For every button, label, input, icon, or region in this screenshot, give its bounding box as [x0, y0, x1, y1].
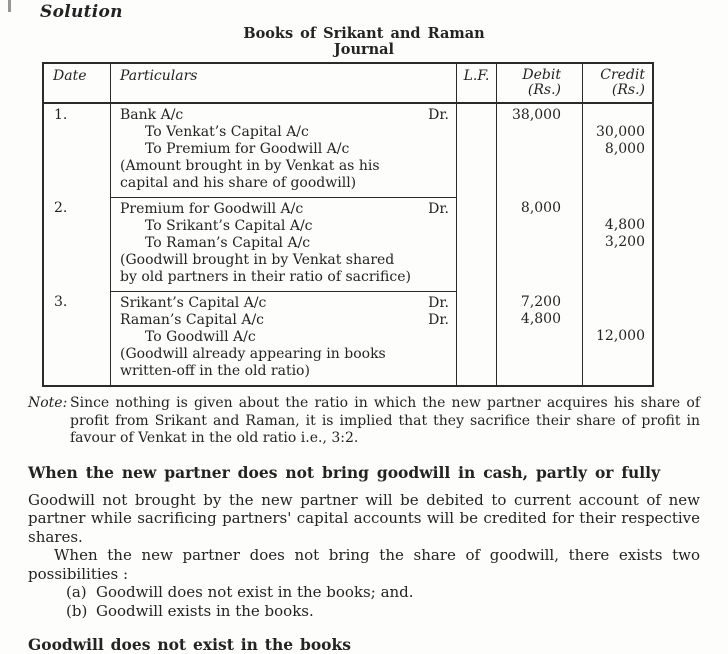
account-text: To Premium for Goodwill A/c [145, 141, 350, 157]
journal-header-lf: L.F. [457, 64, 497, 102]
account-text: Bank A/c [120, 107, 184, 123]
account-text: by old partners in their ratio of sacrifice) [120, 269, 411, 285]
debit-amount: 8,000 [520, 200, 561, 216]
dr-label: Dr. [428, 201, 449, 217]
entry-date: 1. [44, 104, 111, 197]
journal-subtitle: Journal [333, 41, 395, 58]
entry-lf [457, 291, 497, 385]
entry-particulars [111, 104, 457, 197]
entry-particulars [111, 197, 457, 291]
section-heading-goodwill-not-exist: Goodwill does not exist in the books [28, 635, 351, 654]
debit-amount: 4,800 [520, 311, 561, 327]
debit-amount [497, 268, 582, 285]
entry-date: 2. [44, 197, 111, 291]
possibilities-list [66, 583, 700, 621]
particulars-line [111, 107, 456, 124]
particulars-line [111, 269, 456, 286]
account-text: Raman’s Capital A/c [120, 312, 264, 328]
credit-amount [583, 294, 652, 311]
credit-amount [583, 268, 652, 285]
debit-amount [497, 345, 582, 362]
debit-amount [497, 175, 582, 192]
list-item-text: Goodwill exists in the books. [96, 602, 314, 620]
particulars-line [111, 235, 456, 252]
list-item-text: Goodwill does not exist in the books; and. [96, 583, 414, 601]
account-text: To Goodwill A/c [145, 329, 256, 345]
credit-amount: 12,000 [596, 328, 645, 344]
particulars-line [111, 329, 456, 346]
particulars-line [111, 312, 456, 329]
entry-credit [583, 291, 652, 385]
entry-debit [497, 104, 583, 197]
account-text: To Srikant’s Capital A/c [145, 218, 313, 234]
debit-amount [497, 362, 582, 379]
journal-entry-row [44, 104, 652, 197]
particulars-line [111, 158, 456, 175]
credit-amount [583, 107, 652, 124]
debit-amount: 38,000 [512, 107, 561, 123]
account-text: To Venkat’s Capital A/c [145, 124, 309, 140]
paragraph-two-possibilities: When the new partner does not bring the share of goodwill, there exists two possibilities : [28, 546, 700, 583]
credit-amount [583, 158, 652, 175]
account-text: (Amount brought in by Venkat as his [120, 158, 380, 174]
particulars-line [111, 218, 456, 235]
credit-amount [583, 200, 652, 217]
journal-header-date: Date [44, 64, 111, 102]
scan-artifact [8, 0, 11, 12]
journal-entry-row [44, 197, 652, 291]
entry-credit [583, 197, 652, 291]
account-text: (Goodwill brought in by Venkat shared [120, 252, 395, 268]
debit-amount [497, 328, 582, 345]
solution-heading: Solution [40, 2, 123, 22]
credit-amount: 8,000 [604, 141, 645, 157]
journal-body [44, 104, 652, 385]
list-item [66, 583, 700, 602]
entry-lf [457, 104, 497, 197]
particulars-line [111, 124, 456, 141]
credit-amount [583, 175, 652, 192]
credit-amount: 30,000 [596, 124, 645, 140]
particulars-line [111, 175, 456, 192]
debit-amount [497, 217, 582, 234]
credit-amount: 3,200 [604, 234, 645, 250]
note-block [28, 395, 700, 448]
account-text: To Raman’s Capital A/c [145, 235, 311, 251]
credit-amount: 4,800 [604, 217, 645, 233]
list-item [66, 602, 700, 621]
account-text: written-off in the old ratio) [120, 363, 310, 379]
book-title: Books of Srikant and Raman [243, 25, 485, 42]
debit-amount [497, 141, 582, 158]
account-text: Srikant’s Capital A/c [120, 295, 267, 311]
paragraph-goodwill-not-brought: Goodwill not brought by the new partner will be debited to current account of new partner while sacrificing partners' capital accounts will be credited for their respective shares. [28, 490, 700, 546]
debit-amount [497, 234, 582, 251]
list-item-label: (a) [66, 583, 87, 601]
account-text: capital and his share of goodwill) [120, 175, 357, 191]
journal-header-credit: Credit (Rs.) [600, 67, 645, 98]
journal-header-debit: Debit (Rs.) [497, 64, 583, 102]
particulars-line [111, 201, 456, 218]
note-text: Since nothing is given about the ratio in which the new partner acquires his share of profit from Srikant and Raman, it is implied that they sacrifice their share of profit in favour of Venkat in the old ratio i.e., 3:2. [70, 395, 700, 446]
journal-entry-row [44, 291, 652, 385]
credit-amount [583, 251, 652, 268]
journal-table [42, 62, 654, 387]
entry-lf [457, 197, 497, 291]
table-title-block [28, 26, 700, 58]
note-label: Note: [28, 395, 68, 411]
particulars-line [111, 346, 456, 363]
journal-header-row [44, 64, 652, 104]
section-heading-goodwill-not-in-cash: When the new partner does not bring goodwill in cash, partly or fully [28, 462, 661, 482]
particulars-line [111, 295, 456, 312]
dr-label: Dr. [428, 295, 449, 311]
entry-debit [497, 291, 583, 385]
credit-amount [583, 311, 652, 328]
debit-amount [497, 158, 582, 175]
entry-credit [583, 104, 652, 197]
particulars-line [111, 141, 456, 158]
debit-amount [497, 124, 582, 141]
dr-label: Dr. [428, 107, 449, 123]
dr-label: Dr. [428, 312, 449, 328]
journal-header-particulars: Particulars [111, 64, 457, 102]
account-text: (Goodwill already appearing in books [120, 346, 386, 362]
particulars-line [111, 363, 456, 380]
entry-date: 3. [44, 291, 111, 385]
entry-debit [497, 197, 583, 291]
debit-amount: 7,200 [520, 294, 561, 310]
debit-amount [497, 251, 582, 268]
list-item-label: (b) [66, 602, 88, 620]
account-text: Premium for Goodwill A/c [120, 201, 304, 217]
particulars-line [111, 252, 456, 269]
entry-particulars [111, 291, 457, 385]
credit-amount [583, 362, 652, 379]
credit-amount [583, 345, 652, 362]
